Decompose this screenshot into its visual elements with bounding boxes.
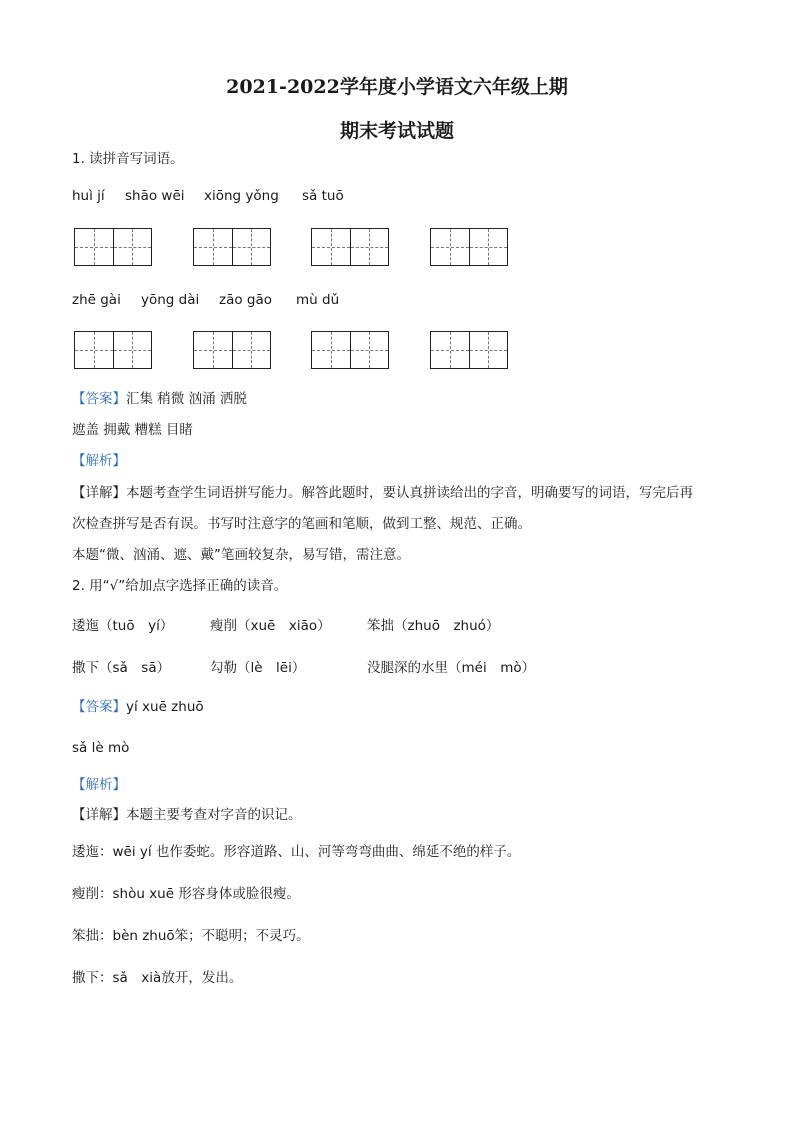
pinyin-item: huì jí xyxy=(72,188,105,204)
writing-grid[interactable] xyxy=(74,331,152,369)
writing-grid[interactable] xyxy=(430,331,508,369)
answer-label: 【答案】 xyxy=(72,391,126,407)
document-title: 2021-2022学年度小学语文六年级上期 xyxy=(226,76,568,98)
answer-text: 汇集 稍微 汹涌 洒脱 xyxy=(126,391,247,407)
q2-question: 2. 用“√”给加点字选择正确的读音。 xyxy=(72,578,288,594)
q2-option: 瘦削（xuē xiāo） xyxy=(210,618,331,634)
pinyin-item: zhē gài xyxy=(72,292,121,308)
writing-grid[interactable] xyxy=(193,228,271,266)
pinyin-item: shāo wēi xyxy=(125,188,185,204)
q2-option: 没腿深的水里（méi mò） xyxy=(367,660,536,676)
writing-grid[interactable] xyxy=(193,331,271,369)
pinyin-item: zāo gāo xyxy=(219,292,273,308)
q1-question: 1. 读拼音写词语。 xyxy=(72,151,184,167)
answer-label: 【答案】 xyxy=(72,699,126,715)
writing-grid[interactable] xyxy=(311,228,389,266)
q2-explain-line: 撒下：sǎ xià放开，发出。 xyxy=(72,970,243,986)
q2-option: 勾勒（lè lēi） xyxy=(210,660,306,676)
pinyin-item: yōng dài xyxy=(141,292,200,308)
pinyin-item: sǎ tuō xyxy=(302,188,344,204)
q2-explain-line: 逶迤：wēi yí 也作委蛇。形容道路、山、河等弯弯曲曲、绵延不绝的样子。 xyxy=(72,844,521,860)
q2-explain-line: 笨拙：bèn zhuō笨；不聪明；不灵巧。 xyxy=(72,928,310,944)
q2-answer xyxy=(72,698,204,716)
q2-analysis-label: 【解析】 xyxy=(72,777,126,793)
answer-text: yí xuē zhuō xyxy=(126,699,204,715)
q1-detail-line-1: 【详解】本题考查学生词语拼写能力。解答此题时，要认真拼读给出的字音，明确要写的词语，写完后再 xyxy=(72,485,693,501)
q1-detail-line-3: 本题“微、汹涌、遮、戴”笔画较复杂，易写错，需注意。 xyxy=(72,547,410,563)
q1-analysis-label: 【解析】 xyxy=(72,453,126,469)
writing-grid[interactable] xyxy=(74,228,152,266)
q2-option: 撒下（sǎ sā） xyxy=(72,660,171,676)
q2-detail-line-1: 【详解】本题主要考查对字音的识记。 xyxy=(72,807,302,823)
q2-option: 逶迤（tuō yí） xyxy=(72,618,174,634)
q2-explain-line: 瘦削：shòu xuē 形容身体或脸很瘦。 xyxy=(72,886,300,902)
pinyin-item: xiōng yǒng xyxy=(204,188,279,204)
q1-detail-line-2: 次检查拼写是否有误。书写时注意字的笔画和笔顺，做到工整、规范、正确。 xyxy=(72,516,531,532)
writing-grid[interactable] xyxy=(430,228,508,266)
pinyin-item: mù dǔ xyxy=(296,292,340,308)
writing-grid[interactable] xyxy=(311,331,389,369)
q2-answer-line-2: sǎ lè mò xyxy=(72,740,130,756)
q2-option: 笨拙（zhuō zhuó） xyxy=(367,618,500,634)
q1-answer-line-2: 遮盖 拥戴 糟糕 目睹 xyxy=(72,422,193,438)
q1-answer xyxy=(72,390,247,408)
document-subtitle: 期末考试试题 xyxy=(339,120,454,142)
